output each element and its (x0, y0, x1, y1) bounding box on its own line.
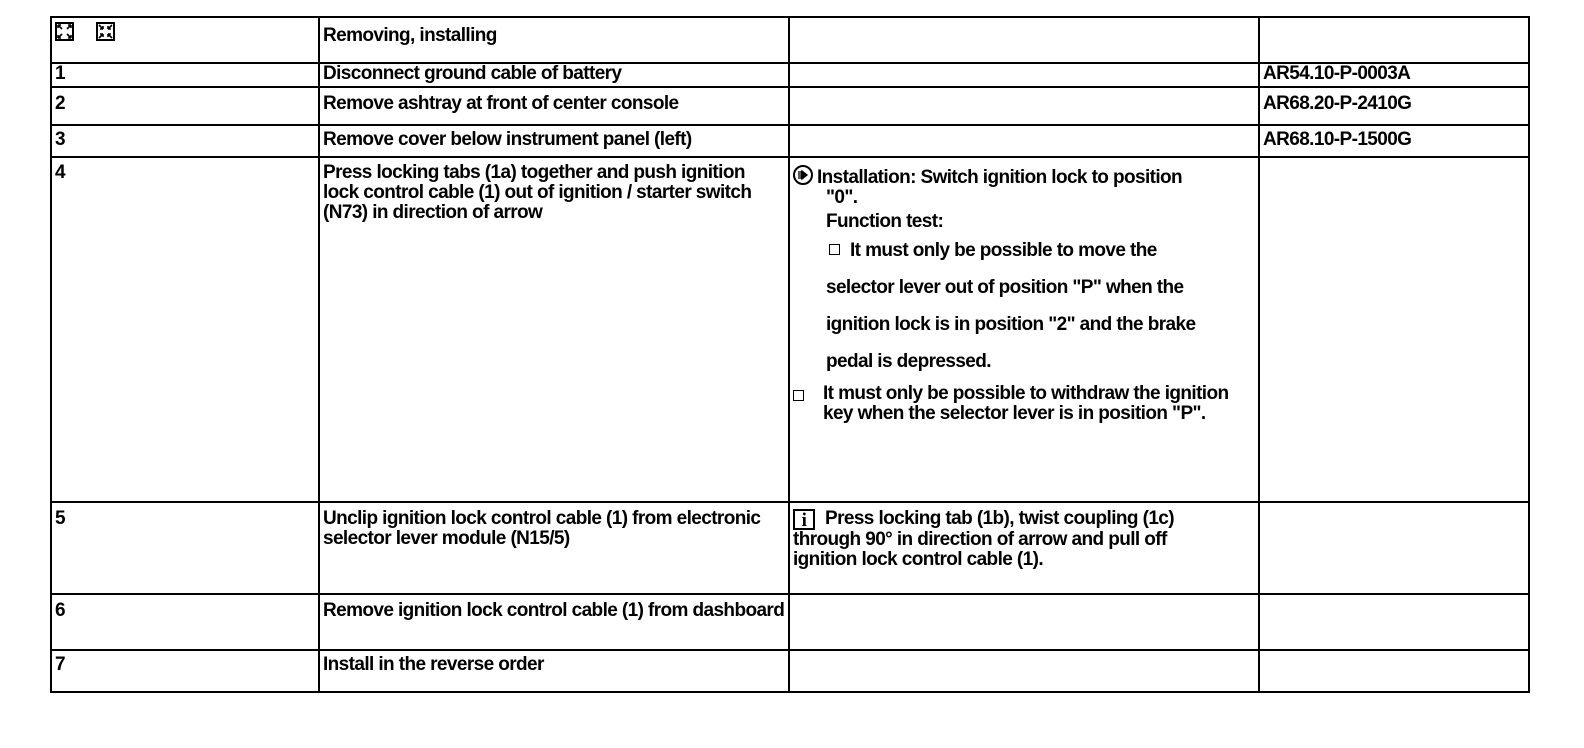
check1-line1: It must only be possible to move the (850, 240, 1157, 261)
installation-note-line1: Installation: Switch ignition lock to position (817, 167, 1183, 188)
step-reference-link[interactable]: AR54.10-P-0003A (1259, 63, 1529, 87)
step-ref-cell (1259, 502, 1529, 594)
info-note-line1: Press locking tab (1b), twist coupling (1c) (825, 508, 1174, 529)
info-note-line3: ignition lock control cable (1). (793, 549, 1043, 570)
step-number: 7 (51, 650, 319, 692)
header-title: Removing, installing (319, 17, 789, 63)
step-note-cell (789, 125, 1259, 157)
step-number: 5 (51, 502, 319, 594)
header-icons-cell (51, 17, 319, 63)
step-number: 6 (51, 594, 319, 650)
installation-note-line2: "0". (826, 187, 858, 208)
step-note-cell (789, 157, 1259, 502)
table-row (51, 650, 1529, 692)
table-row (51, 63, 1529, 87)
checkbox-bullet-icon (829, 244, 840, 255)
installation-note-icon (793, 165, 813, 185)
step-note-cell (789, 650, 1259, 692)
table-row (51, 87, 1529, 125)
header-row (51, 17, 1529, 63)
step-number: 1 (51, 63, 319, 87)
step-text: Remove ignition lock control cable (1) from dashboard (319, 594, 789, 650)
step-ref-cell (1259, 594, 1529, 650)
header-empty-cell (789, 17, 1259, 63)
step-text: Unclip ignition lock control cable (1) from electronic selector lever module (N15/5) (319, 502, 789, 594)
step-ref-cell (1259, 157, 1529, 502)
collapse-view-icon[interactable] (96, 22, 115, 41)
step-number: 2 (51, 87, 319, 125)
expand-view-icon[interactable] (55, 22, 74, 41)
step-text: Disconnect ground cable of battery (319, 63, 789, 87)
table-row (51, 125, 1529, 157)
checkbox-bullet-icon (793, 390, 804, 401)
step-note-cell (789, 87, 1259, 125)
function-test-label: Function test: (826, 211, 944, 232)
step-note-cell (789, 502, 1259, 594)
check1-line4: pedal is depressed. (826, 351, 991, 372)
step-note-cell (789, 63, 1259, 87)
function-check-item (793, 384, 1255, 424)
table-row (51, 502, 1529, 594)
step-text: Remove ashtray at front of center console (319, 87, 789, 125)
step-text: Remove cover below instrument panel (left) (319, 125, 789, 157)
step-number: 4 (51, 157, 319, 502)
function-check-item (793, 232, 1255, 269)
step-reference-link[interactable]: AR68.10-P-1500G (1259, 125, 1529, 157)
info-note-line2: through 90° in direction of arrow and pull off (793, 529, 1167, 550)
info-icon: i (793, 509, 815, 530)
step-number: 3 (51, 125, 319, 157)
header-ref-cell (1259, 17, 1529, 63)
check2-text: It must only be possible to withdraw the ignition key when the selector lever is in position "P". (823, 383, 1229, 424)
step-text: Install in the reverse order (319, 650, 789, 692)
table-row (51, 157, 1529, 502)
check1-line2: selector lever out of position "P" when the (826, 277, 1184, 298)
check1-line3: ignition lock is in position "2" and the brake (826, 314, 1196, 335)
table-row (51, 594, 1529, 650)
step-reference-link[interactable]: AR68.20-P-2410G (1259, 87, 1529, 125)
step-text: Press locking tabs (1a) together and push ignition lock control cable (1) out of ignition / starter switch (N73) in direction of arrow (319, 157, 789, 502)
step-ref-cell (1259, 650, 1529, 692)
step-note-cell (789, 594, 1259, 650)
procedure-table (50, 16, 1530, 693)
